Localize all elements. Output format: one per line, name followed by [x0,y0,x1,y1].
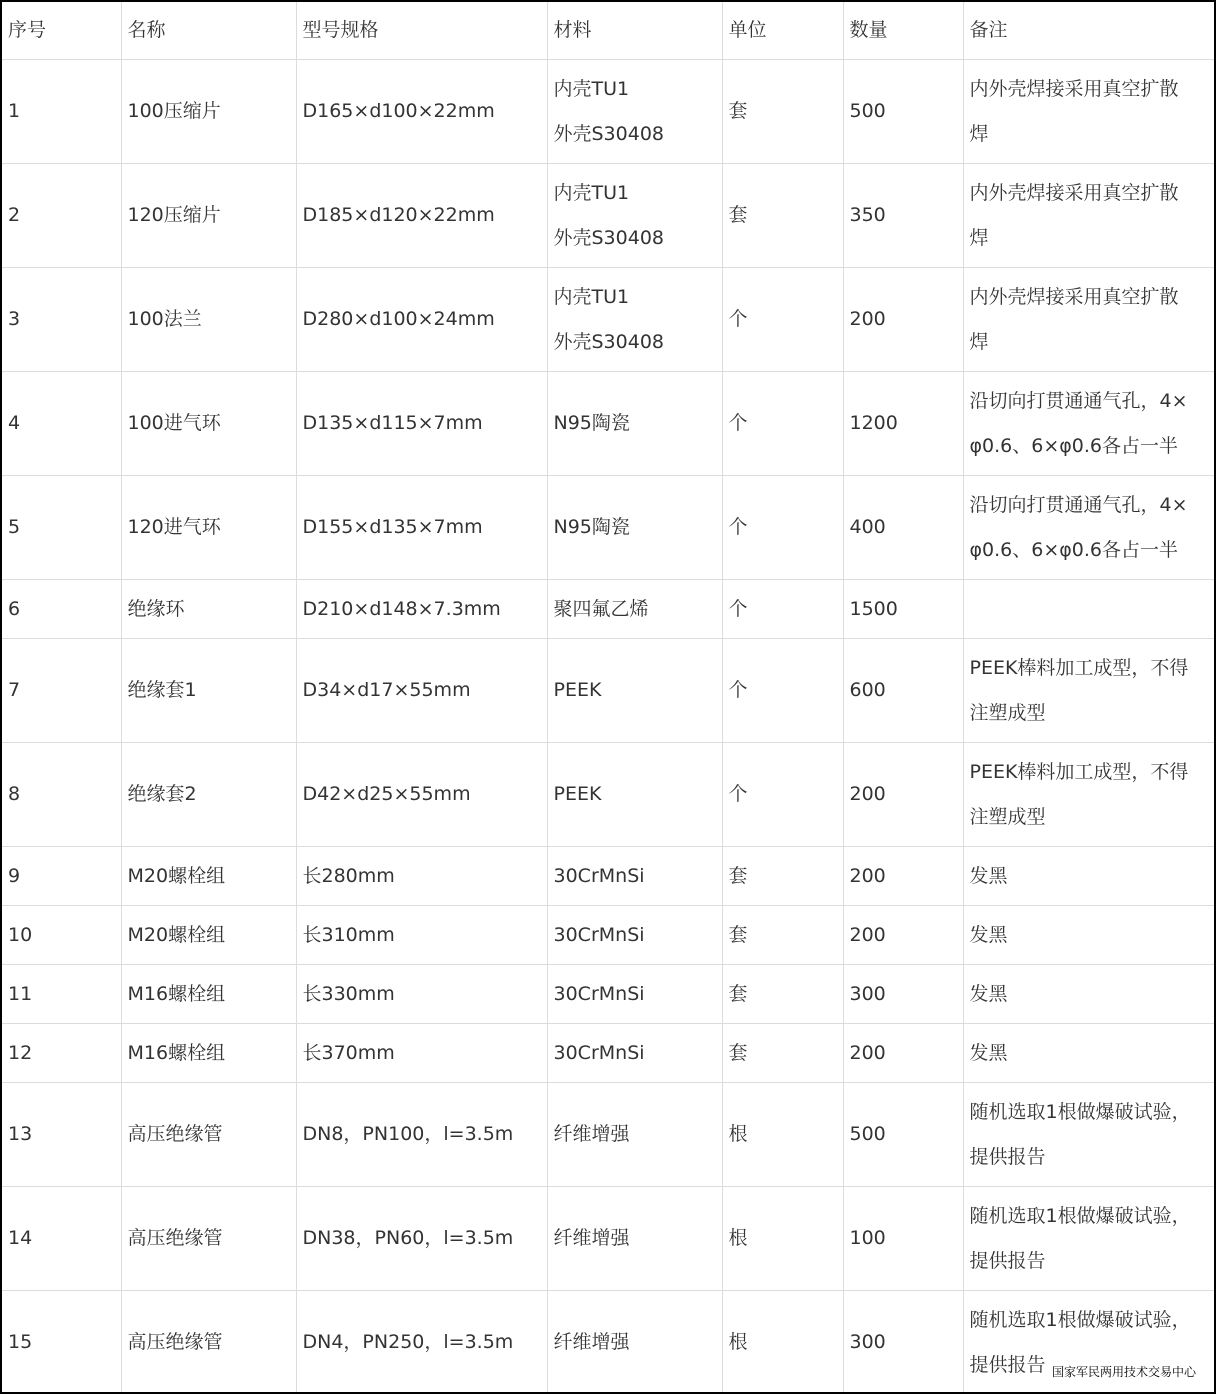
header-qty: 数量 [843,2,963,60]
cell-remark-line: 内外壳焊接采用真空扩散 [969,181,1179,204]
table-header-row [2,2,1214,60]
cell-remark [963,164,1214,268]
table-row [2,965,1214,1024]
cell-material-line: 30CrMnSi [553,982,645,1005]
cell-no: 3 [2,268,121,372]
cell-no: 5 [2,476,121,580]
cell-material [547,476,722,580]
cell-qty: 400 [843,476,963,580]
cell-remark-line: PEEK棒料加工成型，不得 [969,656,1189,679]
cell-spec: D185×d120×22mm [296,164,547,268]
cell-spec: D210×d148×7.3mm [296,580,547,639]
parts-table [2,2,1214,1394]
cell-unit: 套 [722,906,843,965]
cell-spec: D135×d115×7mm [296,372,547,476]
cell-no: 14 [2,1187,121,1291]
cell-material [547,268,722,372]
cell-no: 15 [2,1291,121,1394]
cell-unit: 根 [722,1187,843,1291]
table-row [2,906,1214,965]
cell-qty: 200 [843,268,963,372]
cell-remark-line: 焊 [969,122,989,145]
cell-qty: 350 [843,164,963,268]
cell-remark-line: 沿切向打贯通通气孔，4× [969,493,1188,516]
header-unit: 单位 [722,2,843,60]
cell-name: M16螺栓组 [121,1024,296,1083]
header-name: 名称 [121,2,296,60]
cell-no: 13 [2,1083,121,1187]
cell-remark-line: 内外壳焊接采用真空扩散 [969,77,1179,100]
cell-remark [963,965,1214,1024]
cell-name: M16螺栓组 [121,965,296,1024]
cell-qty: 100 [843,1187,963,1291]
cell-remark-line: 发黑 [969,982,1008,1005]
cell-name: 绝缘套1 [121,639,296,743]
table-row [2,743,1214,847]
cell-qty: 200 [843,1024,963,1083]
cell-no: 1 [2,60,121,164]
cell-remark [963,476,1214,580]
cell-remark-line: 注塑成型 [969,701,1046,724]
cell-unit: 个 [722,743,843,847]
cell-spec: D165×d100×22mm [296,60,547,164]
cell-name: M20螺栓组 [121,847,296,906]
cell-material [547,743,722,847]
cell-remark [963,1024,1214,1083]
cell-material [547,60,722,164]
cell-remark [963,1083,1214,1187]
cell-name: 100压缩片 [121,60,296,164]
cell-remark-line: φ0.6、6×φ0.6各占一半 [969,538,1179,561]
cell-name: 100法兰 [121,268,296,372]
cell-remark-line: 发黑 [969,1041,1008,1064]
watermark: 国家军民两用技术交易中心 [1051,1365,1196,1379]
table-row [2,268,1214,372]
cell-remark-line: 发黑 [969,923,1008,946]
cell-material [547,1024,722,1083]
cell-unit: 套 [722,164,843,268]
table-row [2,476,1214,580]
cell-material-line: N95陶瓷 [553,412,630,434]
cell-material-line: PEEK [553,679,602,701]
cell-remark [963,743,1214,847]
cell-material [547,639,722,743]
cell-no: 11 [2,965,121,1024]
cell-material-line: 聚四氟乙烯 [553,597,649,620]
cell-material-line: 外壳S30408 [553,122,665,145]
cell-name: 120压缩片 [121,164,296,268]
cell-remark-line: 随机选取1根做爆破试验， [969,1204,1191,1227]
table-row [2,1083,1214,1187]
cell-material [547,965,722,1024]
cell-material-line: 纤维增强 [553,1123,630,1145]
cell-material [547,906,722,965]
cell-unit: 根 [722,1083,843,1187]
cell-spec: 长330mm [296,965,547,1024]
cell-qty: 200 [843,847,963,906]
cell-remark [963,268,1214,372]
cell-material-line: 外壳S30408 [553,226,665,249]
cell-spec: D280×d100×24mm [296,268,547,372]
cell-remark-line: 提供报告 [969,1249,1046,1272]
cell-material [547,1187,722,1291]
cell-remark [963,580,1214,639]
cell-name: M20螺栓组 [121,906,296,965]
cell-spec: DN8，PN100，l=3.5m [296,1083,547,1187]
cell-unit: 套 [722,847,843,906]
cell-unit: 个 [722,476,843,580]
cell-remark [963,906,1214,965]
table-body [2,60,1214,1394]
cell-unit: 根 [722,1291,843,1394]
cell-remark [963,1187,1214,1291]
cell-remark [963,639,1214,743]
cell-material [547,164,722,268]
cell-qty: 1200 [843,372,963,476]
header-no: 序号 [2,2,121,60]
cell-no: 7 [2,639,121,743]
cell-name: 120进气环 [121,476,296,580]
table-row [2,639,1214,743]
cell-spec: DN38，PN60，l=3.5m [296,1187,547,1291]
cell-qty: 200 [843,906,963,965]
table-row [2,372,1214,476]
cell-material-line: 内壳TU1 [553,181,630,204]
cell-material-line: 纤维增强 [553,1331,630,1353]
cell-no: 6 [2,580,121,639]
cell-material-line: 外壳S30408 [553,330,665,353]
cell-material-line: 内壳TU1 [553,285,630,308]
cell-unit: 个 [722,580,843,639]
cell-no: 4 [2,372,121,476]
cell-no: 12 [2,1024,121,1083]
cell-remark-line: φ0.6、6×φ0.6各占一半 [969,434,1179,457]
cell-remark-line: 焊 [969,330,989,353]
cell-spec: D42×d25×55mm [296,743,547,847]
cell-material [547,580,722,639]
cell-remark-line: 内外壳焊接采用真空扩散 [969,285,1179,308]
cell-unit: 个 [722,639,843,743]
cell-material-line: N95陶瓷 [553,516,630,538]
cell-remark-line: 焊 [969,226,989,249]
cell-remark-line: 沿切向打贯通通气孔，4× [969,389,1188,412]
cell-material-line: 内壳TU1 [553,77,630,100]
cell-material-line: PEEK [553,783,602,805]
cell-material-line: 纤维增强 [553,1227,630,1249]
cell-qty: 300 [843,965,963,1024]
cell-remark-line: 提供报告 [969,1353,1046,1376]
header-remark: 备注 [963,2,1214,60]
cell-no: 2 [2,164,121,268]
cell-name: 高压绝缘管 [121,1291,296,1394]
cell-material-line: 30CrMnSi [553,864,645,887]
cell-unit: 套 [722,1024,843,1083]
cell-unit: 个 [722,372,843,476]
cell-remark [963,847,1214,906]
cell-qty: 300 [843,1291,963,1394]
cell-qty: 600 [843,639,963,743]
cell-spec: DN4，PN250，l=3.5m [296,1291,547,1394]
cell-material-line: 30CrMnSi [553,1041,645,1064]
table-row [2,164,1214,268]
cell-name: 高压绝缘管 [121,1083,296,1187]
table-row [2,1024,1214,1083]
table-row [2,847,1214,906]
cell-no: 9 [2,847,121,906]
cell-no: 10 [2,906,121,965]
table-row [2,60,1214,164]
cell-remark-line: 提供报告 [969,1145,1046,1168]
table-row [2,580,1214,639]
cell-no: 8 [2,743,121,847]
cell-remark [963,372,1214,476]
cell-remark-line: PEEK棒料加工成型，不得 [969,760,1189,783]
cell-qty: 500 [843,60,963,164]
cell-material [547,1083,722,1187]
cell-spec: D34×d17×55mm [296,639,547,743]
cell-spec: D155×d135×7mm [296,476,547,580]
cell-spec: 长280mm [296,847,547,906]
cell-material [547,847,722,906]
cell-name: 100进气环 [121,372,296,476]
cell-name: 绝缘套2 [121,743,296,847]
cell-remark-line: 发黑 [969,864,1008,887]
cell-name: 高压绝缘管 [121,1187,296,1291]
cell-spec: 长310mm [296,906,547,965]
cell-qty: 200 [843,743,963,847]
cell-remark [963,60,1214,164]
cell-remark-line: 随机选取1根做爆破试验， [969,1308,1191,1331]
cell-unit: 套 [722,60,843,164]
table-row [2,1291,1214,1394]
header-material: 材料 [547,2,722,60]
header-spec: 型号规格 [296,2,547,60]
cell-name: 绝缘环 [121,580,296,639]
cell-unit: 套 [722,965,843,1024]
table-row [2,1187,1214,1291]
cell-qty: 500 [843,1083,963,1187]
cell-spec: 长370mm [296,1024,547,1083]
cell-remark-line: 注塑成型 [969,805,1046,828]
cell-material-line: 30CrMnSi [553,923,645,946]
cell-qty: 1500 [843,580,963,639]
cell-material [547,372,722,476]
cell-material [547,1291,722,1394]
cell-unit: 个 [722,268,843,372]
cell-remark-line: 随机选取1根做爆破试验， [969,1100,1191,1123]
